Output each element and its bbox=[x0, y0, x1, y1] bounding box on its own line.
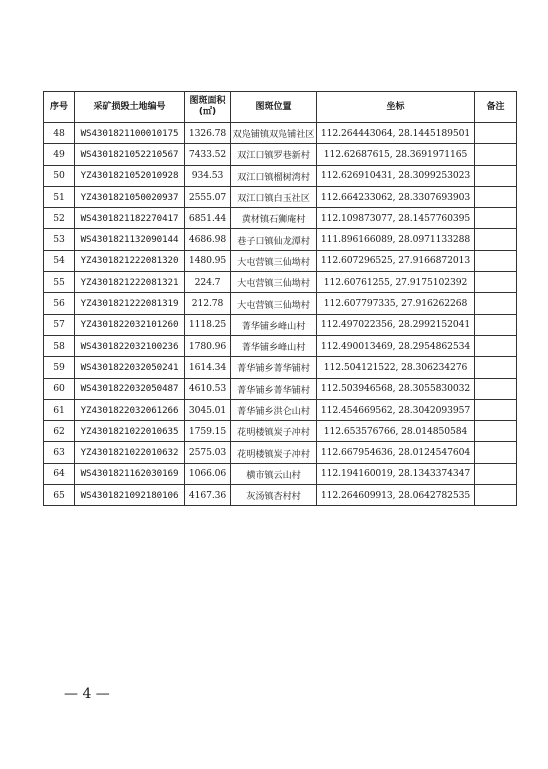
cell-code: WS4301821052210567 bbox=[75, 144, 185, 165]
cell-location: 双江口镇罗巷新村 bbox=[231, 144, 317, 165]
header-location: 图斑位置 bbox=[231, 92, 317, 123]
cell-code: WS4301821132090144 bbox=[75, 229, 185, 250]
cell-index: 53 bbox=[44, 229, 75, 250]
table-row bbox=[44, 357, 517, 378]
cell-location: 灰汤镇杏村村 bbox=[231, 485, 317, 506]
cell-notes bbox=[475, 421, 517, 442]
cell-index: 56 bbox=[44, 293, 75, 314]
cell-coords: 112.607296525, 27.9166872013 bbox=[317, 250, 475, 271]
cell-coords: 112.626910431, 28.3099253023 bbox=[317, 165, 475, 186]
cell-code: WS4301821100010175 bbox=[75, 123, 185, 144]
cell-location: 菁华铺乡菁华铺村 bbox=[231, 357, 317, 378]
cell-location: 巷子口镇仙龙潭村 bbox=[231, 229, 317, 250]
cell-index: 51 bbox=[44, 186, 75, 207]
cell-index: 55 bbox=[44, 272, 75, 293]
cell-area: 1759.15 bbox=[185, 421, 231, 442]
header-area-title: 图斑面积 bbox=[189, 96, 226, 106]
cell-index: 57 bbox=[44, 314, 75, 335]
cell-notes bbox=[475, 399, 517, 420]
cell-area: 6851.44 bbox=[185, 208, 231, 229]
cell-code: YZ4301821222081320 bbox=[75, 250, 185, 271]
cell-location: 菁华铺乡峰山村 bbox=[231, 335, 317, 356]
cell-location: 黄材镇石狮庵村 bbox=[231, 208, 317, 229]
cell-location: 双江口镇白玉社区 bbox=[231, 186, 317, 207]
cell-area: 934.53 bbox=[185, 165, 231, 186]
cell-coords: 112.454669562, 28.3042093957 bbox=[317, 399, 475, 420]
cell-area: 2555.07 bbox=[185, 186, 231, 207]
cell-location: 大屯营镇三仙坳村 bbox=[231, 250, 317, 271]
cell-index: 58 bbox=[44, 335, 75, 356]
table-row bbox=[44, 314, 517, 335]
cell-index: 60 bbox=[44, 378, 75, 399]
page-number: — 4 — bbox=[64, 686, 110, 702]
table-body bbox=[44, 123, 517, 506]
cell-notes bbox=[475, 378, 517, 399]
cell-area: 4610.53 bbox=[185, 378, 231, 399]
cell-location: 横市镇云山村 bbox=[231, 463, 317, 484]
cell-coords: 112.109873077, 28.1457760395 bbox=[317, 208, 475, 229]
cell-coords: 112.490013469, 28.2954862534 bbox=[317, 335, 475, 356]
cell-coords: 112.664233062, 28.3307693903 bbox=[317, 186, 475, 207]
cell-coords: 112.667954636, 28.0124547604 bbox=[317, 442, 475, 463]
cell-coords: 112.194160019, 28.1343374347 bbox=[317, 463, 475, 484]
cell-index: 49 bbox=[44, 144, 75, 165]
table-row bbox=[44, 421, 517, 442]
header-notes: 备注 bbox=[475, 92, 517, 123]
table-row bbox=[44, 165, 517, 186]
cell-location: 双江口镇榴树湾村 bbox=[231, 165, 317, 186]
cell-notes bbox=[475, 165, 517, 186]
table-row bbox=[44, 378, 517, 399]
table-row bbox=[44, 272, 517, 293]
cell-location: 菁华铺乡菁华铺村 bbox=[231, 378, 317, 399]
cell-coords: 112.503946568, 28.3055830032 bbox=[317, 378, 475, 399]
cell-location: 花明楼镇炭子冲村 bbox=[231, 421, 317, 442]
table-row bbox=[44, 186, 517, 207]
table-row bbox=[44, 463, 517, 484]
land-damage-table bbox=[43, 91, 517, 506]
cell-notes bbox=[475, 208, 517, 229]
cell-area: 4686.98 bbox=[185, 229, 231, 250]
cell-index: 59 bbox=[44, 357, 75, 378]
header-index: 序号 bbox=[44, 92, 75, 123]
cell-area: 224.7 bbox=[185, 272, 231, 293]
cell-code: WS4301822032050241 bbox=[75, 357, 185, 378]
cell-area: 1480.95 bbox=[185, 250, 231, 271]
cell-code: WS4301821162030169 bbox=[75, 463, 185, 484]
cell-code: YZ4301821052010928 bbox=[75, 165, 185, 186]
table-header-row bbox=[44, 92, 517, 123]
cell-location: 大屯营镇三仙坳村 bbox=[231, 272, 317, 293]
table-row bbox=[44, 123, 517, 144]
cell-code: WS4301821092180106 bbox=[75, 485, 185, 506]
table-row bbox=[44, 399, 517, 420]
cell-index: 64 bbox=[44, 463, 75, 484]
table-row bbox=[44, 250, 517, 271]
cell-notes bbox=[475, 357, 517, 378]
cell-notes bbox=[475, 186, 517, 207]
header-coords: 坐标 bbox=[317, 92, 475, 123]
header-code: 采矿损毁土地编号 bbox=[75, 92, 185, 123]
table-row bbox=[44, 293, 517, 314]
cell-code: YZ4301821222081319 bbox=[75, 293, 185, 314]
cell-area: 2575.03 bbox=[185, 442, 231, 463]
cell-coords: 112.60761255, 27.9175102392 bbox=[317, 272, 475, 293]
cell-code: WS4301822032100236 bbox=[75, 335, 185, 356]
cell-location: 菁华铺乡洪仑山村 bbox=[231, 399, 317, 420]
cell-area: 4167.36 bbox=[185, 485, 231, 506]
cell-notes bbox=[475, 250, 517, 271]
cell-coords: 112.264443064, 28.1445189501 bbox=[317, 123, 475, 144]
header-area-unit: (㎡) bbox=[198, 107, 217, 117]
cell-area: 7433.52 bbox=[185, 144, 231, 165]
cell-coords: 111.896166089, 28.0971133288 bbox=[317, 229, 475, 250]
table-row bbox=[44, 485, 517, 506]
cell-area: 1326.78 bbox=[185, 123, 231, 144]
cell-index: 65 bbox=[44, 485, 75, 506]
header-area bbox=[185, 92, 231, 123]
cell-index: 62 bbox=[44, 421, 75, 442]
cell-notes bbox=[475, 272, 517, 293]
cell-index: 52 bbox=[44, 208, 75, 229]
cell-code: YZ4301821022010635 bbox=[75, 421, 185, 442]
cell-notes bbox=[475, 229, 517, 250]
table-row bbox=[44, 144, 517, 165]
cell-area: 1066.06 bbox=[185, 463, 231, 484]
cell-area: 3045.01 bbox=[185, 399, 231, 420]
cell-coords: 112.62687615, 28.3691971165 bbox=[317, 144, 475, 165]
cell-area: 1780.96 bbox=[185, 335, 231, 356]
cell-notes bbox=[475, 485, 517, 506]
cell-location: 花明楼镇炭子冲村 bbox=[231, 442, 317, 463]
cell-area: 1118.25 bbox=[185, 314, 231, 335]
table-row bbox=[44, 229, 517, 250]
cell-coords: 112.264609913, 28.0642782535 bbox=[317, 485, 475, 506]
cell-location: 菁华铺乡峰山村 bbox=[231, 314, 317, 335]
cell-code: YZ4301821050020937 bbox=[75, 186, 185, 207]
cell-code: YZ4301822032101260 bbox=[75, 314, 185, 335]
cell-code: WS4301822032050487 bbox=[75, 378, 185, 399]
cell-coords: 112.653576766, 28.014850584 bbox=[317, 421, 475, 442]
cell-index: 63 bbox=[44, 442, 75, 463]
cell-coords: 112.607797335, 27.916262268 bbox=[317, 293, 475, 314]
cell-notes bbox=[475, 335, 517, 356]
table-row bbox=[44, 442, 517, 463]
cell-index: 50 bbox=[44, 165, 75, 186]
cell-index: 48 bbox=[44, 123, 75, 144]
cell-notes bbox=[475, 144, 517, 165]
table-row bbox=[44, 208, 517, 229]
cell-notes bbox=[475, 442, 517, 463]
cell-area: 1614.34 bbox=[185, 357, 231, 378]
cell-notes bbox=[475, 123, 517, 144]
cell-code: WS4301821182270417 bbox=[75, 208, 185, 229]
cell-code: YZ4301821022010632 bbox=[75, 442, 185, 463]
cell-notes bbox=[475, 293, 517, 314]
cell-coords: 112.497022356, 28.2992152041 bbox=[317, 314, 475, 335]
cell-coords: 112.504121522, 28.306234276 bbox=[317, 357, 475, 378]
cell-index: 54 bbox=[44, 250, 75, 271]
table-row bbox=[44, 335, 517, 356]
cell-notes bbox=[475, 463, 517, 484]
cell-notes bbox=[475, 314, 517, 335]
cell-location: 大屯营镇三仙坳村 bbox=[231, 293, 317, 314]
cell-code: YZ4301822032061266 bbox=[75, 399, 185, 420]
cell-area: 212.78 bbox=[185, 293, 231, 314]
cell-index: 61 bbox=[44, 399, 75, 420]
cell-location: 双凫铺镇双凫铺社区 bbox=[231, 123, 317, 144]
cell-code: YZ4301821222081321 bbox=[75, 272, 185, 293]
